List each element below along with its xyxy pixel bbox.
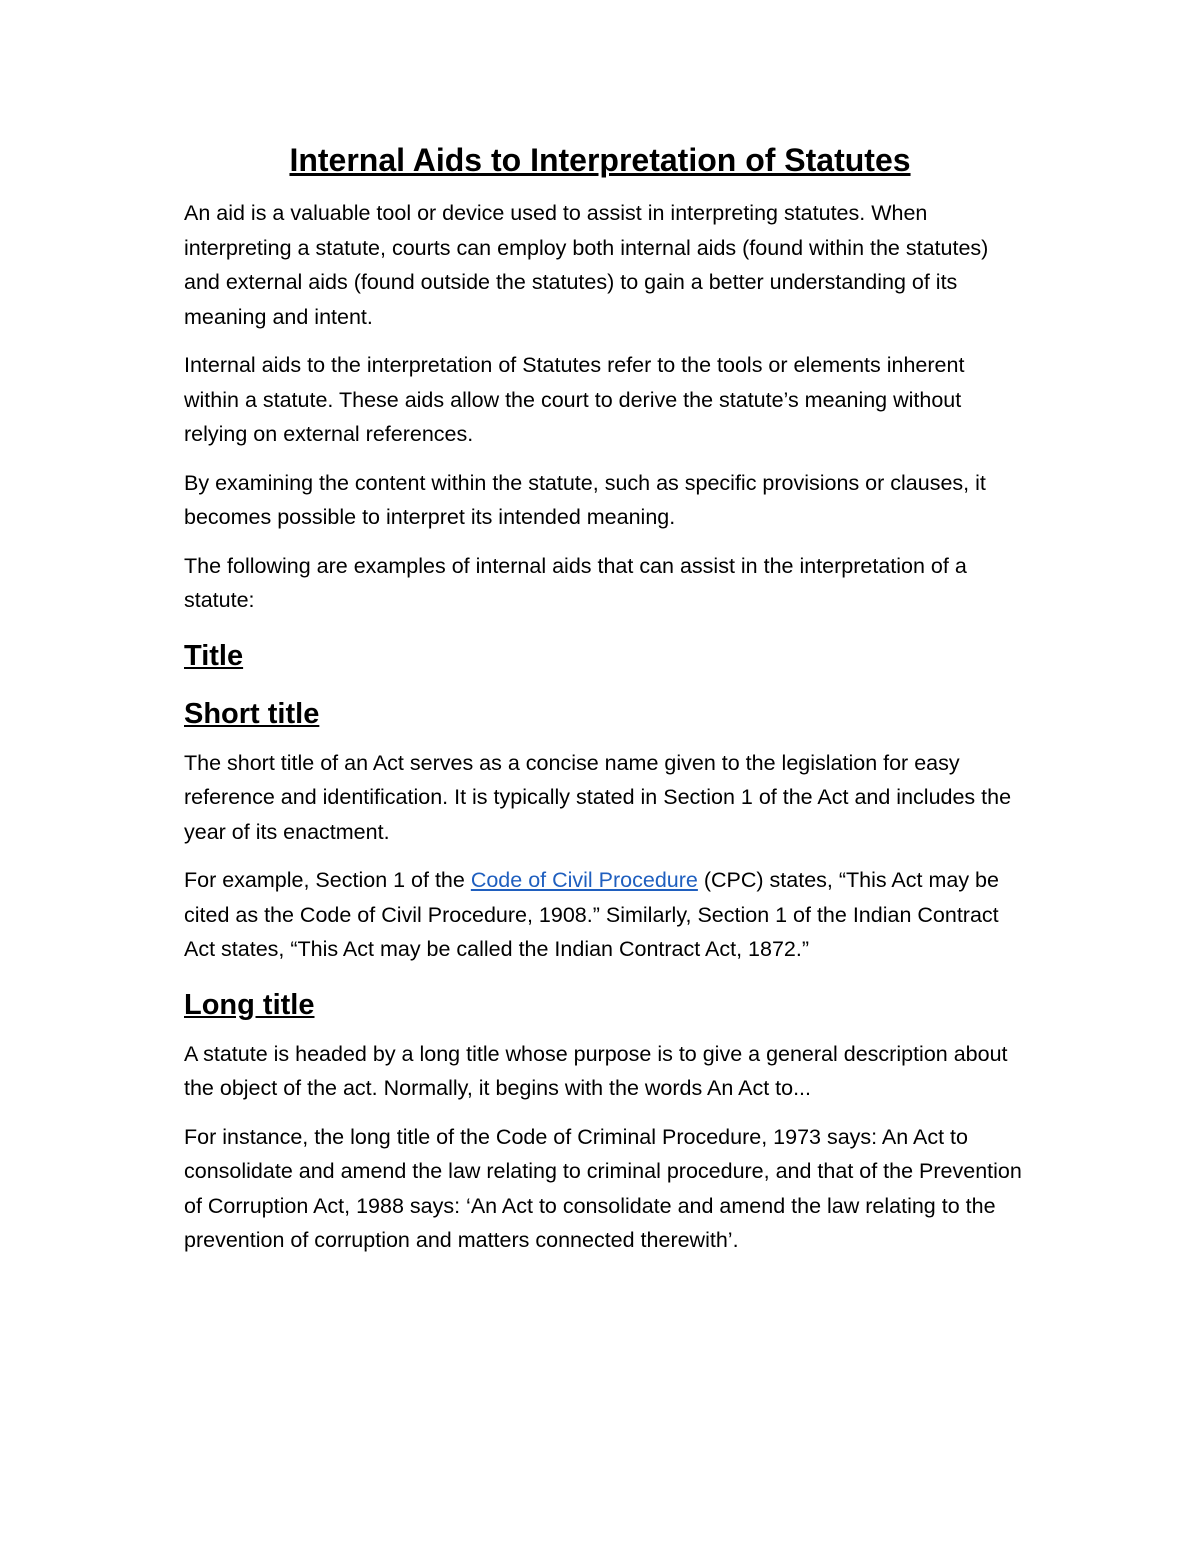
short-title-paragraph: The short title of an Act serves as a concise name given to the legislation for easy reference and identification. It is typically stated in Section 1 of the Act and includes the year of its enactment. <box>184 750 1012 844</box>
document-title: Internal Aids to Interpretation of Statutes <box>289 142 911 178</box>
heading-short-title: Short title <box>184 697 320 730</box>
code-of-civil-procedure-link[interactable]: Code of Civil Procedure <box>470 868 698 892</box>
example-text-before-link: For example, Section 1 of the <box>184 868 471 892</box>
intro-paragraph-2: Internal aids to the interpretation of Statutes refer to the tools or elements inherent within a statute. These aids allow the court to derive the statute’s meaning without relying on external references. <box>184 353 965 446</box>
intro-paragraph-4: The following are examples of internal aids that can assist in the interpretation of a statute: <box>184 553 967 612</box>
long-title-paragraph-1: A statute is headed by a long title whose purpose is to give a general description about the object of the act. Normally, it begins with the words An Act to... <box>184 1041 1008 1100</box>
example-text-after-link: (CPC) states, “This Act may be cited as the Code of Civil Procedure, 1908.” Similarly, Section 1 of the Indian Contract Act states, “This Act may be called the Indian Contract Act, 1872.” <box>184 868 999 961</box>
example-paragraph <box>184 863 1022 967</box>
long-title-paragraph-2: For instance, the long title of the Code of Criminal Procedure, 1973 says: An Act to consolidate and amend the law relating to criminal procedure, and that of the Prevention of Corruption Act, 1988 says: ‘An Act to consolidate and amend the law relating to the prevention of corruption and matters connected therewith’. <box>184 1124 1022 1252</box>
heading-title: Title <box>184 639 244 672</box>
intro-paragraph-1: An aid is a valuable tool or device used to assist in interpreting statutes. When interpreting a statute, courts can employ both internal aids (found within the statutes) and external aids (found outside the statutes) to gain a better understanding of its meaning and intent. <box>184 201 989 329</box>
heading-long-title: Long title <box>184 988 315 1021</box>
intro-paragraph-3: By examining the content within the statute, such as specific provisions or clauses, it becomes possible to interpret its intended meaning. <box>184 470 986 529</box>
